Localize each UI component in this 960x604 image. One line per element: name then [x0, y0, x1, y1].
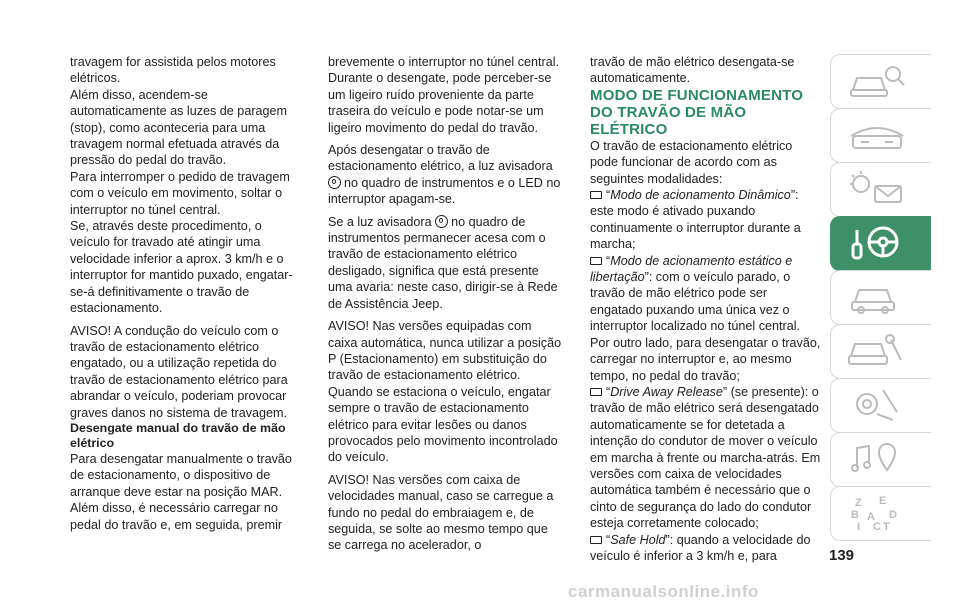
svg-text:D: D [889, 509, 897, 521]
paragraph [328, 214, 562, 312]
watermark: carmanualsonline.info [568, 582, 759, 601]
brake-warning-icon [328, 176, 341, 189]
bullet-text: : quando a velocidade do veículo é inferior a 3 km/h e, para [590, 532, 811, 563]
brake-warning-icon [435, 215, 448, 228]
column-3 [590, 54, 822, 564]
car-wrench-icon [847, 330, 907, 372]
bullet-text: : com o veículo parado, o travão de mão elétrico pode ser engatado puxando uma única vez o interruptor localizado no túnel central. Por outro lado, para desengatar o travão, carregar no interruptor e, ao mesmo tempo, no pedal do travão; [590, 270, 821, 383]
car-search-icon [847, 60, 907, 102]
bullet-icon [590, 191, 602, 199]
bullet-title: Drive Away Release [610, 384, 723, 399]
svg-text:E: E [879, 495, 887, 507]
steering-key-icon [847, 222, 907, 264]
bullet-icon [590, 257, 602, 265]
svg-text:T: T [883, 521, 890, 533]
bullet-icon [590, 536, 602, 544]
bullet-item: “Drive Away Release” (se presente): o travão de mão elétrico será desengatado automaticamente se for detetada a intenção do condutor de mover o veículo em marcha à frente ou marcha-atrás. Em versões com caixa de velocidades automática também é necessário que o cinto de segurança do lado do condutor esteja corretamente colocado; [590, 384, 821, 531]
bullet-title: Modo de acionamento estático e libertação [590, 253, 793, 285]
bullet-text: (se presente): o travão de mão elétrico será desengatado automaticamente se for detetada a intenção do condutor de mover o veículo em marcha à frente ou marcha-atrás. Em versões com caixa de velocidades automática também é necessário que o cinto de segurança do lado do condutor esteja corretamente colocado; [590, 384, 821, 531]
car-service-icon [847, 276, 907, 318]
page-number: 139 [829, 547, 855, 564]
bullet-item: “Modo de acionamento estático e libertação”: com o veículo parado, o travão de mão elétrico pode ser engatado puxando uma única vez o interruptor localizado no túnel central. Por outro lado, para desengatar o travão, carregar no interruptor e, ao mesmo tempo, no pedal do travão; [590, 253, 821, 383]
tools-icon [847, 384, 907, 426]
sidebar-tab-lights[interactable] [830, 162, 931, 217]
sidebar-tab-driving[interactable] [830, 216, 931, 271]
sidebar-tab-maintenance[interactable] [830, 378, 931, 433]
sidebar-tab-safety[interactable] [830, 270, 931, 325]
paragraph: O travão de estacionamento elétrico pode funcionar de acordo com as seguintes modalidades: [590, 138, 793, 186]
warning-paragraph: AVISO! Nas versões com caixa de velocidades manual, caso se carregue a fundo no pedal do embraiagem e, de seguida, se solte ao mesmo tempo que se carrega no acelerador, o [328, 472, 554, 553]
svg-text:B: B [851, 509, 859, 521]
car-dashboard-icon [847, 114, 907, 156]
sidebar-tab-index[interactable] [830, 486, 931, 541]
paragraph-text: no quadro de instrumentos permanecer acesa com o travão de estacionamento elétrico desligado, significa que está presente uma avaria: neste caso, dirigir-se à Rede de Assistência Jeep. [328, 214, 558, 311]
paragraph: travagem for assistida pelos motores elétricos. [70, 55, 276, 86]
svg-text:C: C [873, 521, 881, 533]
paragraph: Se, através deste procedimento, o veículo for travado até atingir uma velocidade inferior a aprox. 3 km/h e o interruptor for mantido puxado, engatar-se-á definitivamente o travão de estacionamento. [70, 219, 293, 316]
subheading: Desengate manual do travão de mão elétrico [70, 420, 286, 450]
svg-text:Z: Z [855, 497, 862, 509]
sidebar-tab-overview[interactable] [830, 54, 931, 109]
warning-paragraph: AVISO! Nas versões equipadas com caixa automática, nunca utilizar a posição P (Estacionamento) em substituição do travão de estacionamento elétrico. Quando se estaciona o veículo, engatar sempre o travão de estacionamento elétrico para evitar lesões ou danos provocados pelo movimento incontrolado do veículo. [328, 319, 562, 465]
paragraph: Para interromper o pedido de travagem com o veículo em movimento, soltar o interruptor no túnel central. [70, 169, 290, 217]
column-1 [70, 54, 302, 533]
paragraph: Para desengatar manualmente o travão de estacionamento, o dispositivo de arranque deve estar na posição MAR. Além disso, é necessário carregar no pedal do travão e, em seguida, premir [70, 451, 292, 532]
bullet-icon [590, 388, 602, 396]
paragraph: travão de mão elétrico desengata-se automaticamente. [590, 55, 795, 86]
svg-text:I: I [857, 521, 861, 533]
paragraph-text: Após desengatar o travão de estacionamento elétrico, a luz avisadora [328, 143, 553, 174]
paragraph: Durante o desengate, pode perceber-se um ligeiro ruído proveniente da parte traseira do veículo e pode notar-se um ligeiro movimento do pedal do travão. [328, 71, 552, 135]
paragraph: Além disso, acendem-se automaticamente as luzes de paragem (stop), como aconteceria para uma travagem normal efetuada através da pressão do pedal do travão. [70, 87, 288, 168]
section-heading: MODO DE FUNCIONAMENTO DO TRAVÃO DE MÃO ELÉTRICO [590, 86, 804, 138]
sidebar-tab-emergency[interactable] [830, 324, 931, 379]
lights-mail-icon [847, 168, 907, 210]
paragraph: brevemente o interruptor no túnel central. [328, 55, 560, 69]
music-nav-icon [847, 438, 907, 480]
sidebar-tab-dashboard[interactable] [830, 108, 931, 163]
bullet-item: “Modo de acionamento Dinâmico”: este modo é ativado puxando continuamente o interruptor durante a marcha; [590, 188, 801, 252]
column-2 [328, 54, 562, 554]
alphabet-index-icon [847, 492, 907, 534]
bullet-text: este modo é ativado puxando continuamente o interruptor durante a marcha; [590, 204, 801, 252]
bullet-title: Modo de acionamento Dinâmico [610, 188, 791, 203]
paragraph-text: Se a luz avisadora [328, 214, 432, 229]
paragraph [328, 142, 562, 208]
warning-paragraph: AVISO! A condução do veículo com o travão de estacionamento elétrico engatado, ou a utilização repetida do travão de estacionamento elétrico para abrandar o veículo, poderiam provocar graves danos no sistema de travagem. [70, 323, 288, 420]
sidebar-tab-multimedia[interactable] [830, 432, 931, 487]
svg-text:A: A [867, 511, 875, 523]
bullet-title: Safe Hold [610, 532, 666, 547]
bullet-item: “Safe Hold”: quando a velocidade do veículo é inferior a 3 km/h e, para [590, 532, 811, 563]
paragraph-text: no quadro de instrumentos e o LED no interruptor apagam-se. [328, 175, 561, 207]
